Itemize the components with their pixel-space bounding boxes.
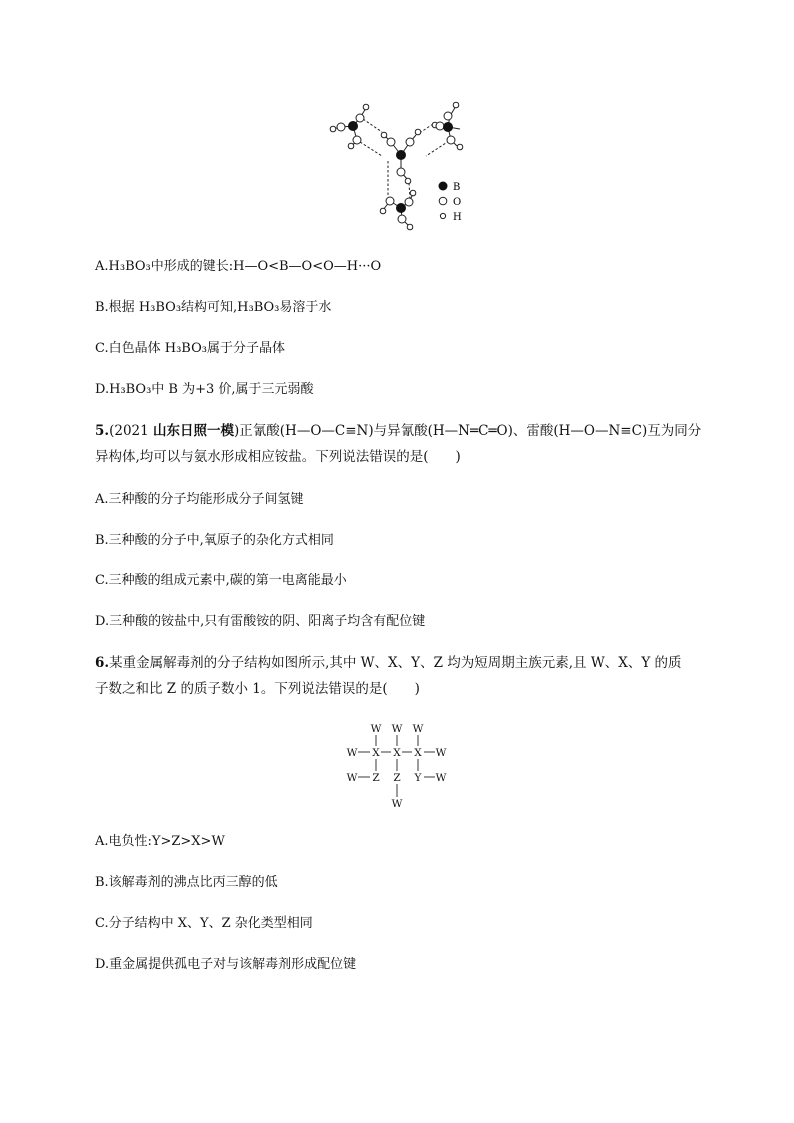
atom-mid-5: W [435,747,447,759]
legend-boron-label: B [453,182,461,193]
q5-stem-line2: 异构体,均可以与氨水形成相应铵盐。下列说法错误的是( ) [95,449,461,465]
atom-top-2: W [391,723,403,735]
atom-lowest: W [391,798,403,810]
q5-number: 5. [95,423,110,439]
atom-mid-2: X [372,747,380,759]
q5-option-a: A.三种酸的分子均能形成分子间氢键 [95,492,304,507]
antidote-structure-diagram [340,718,455,813]
q5-option-b: B.三种酸的分子中,氧原子的杂化方式相同 [95,533,334,548]
q5-option-c: C.三种酸的组成元素中,碳的第一电离能最小 [95,573,347,588]
q4-option-a: A.H₃BO₃中形成的键长:H—O<B—O<O—H···O [95,259,382,274]
atom-mid-1: W [346,747,358,759]
q6-stem [95,650,715,702]
boric-acid-structure-figure [322,98,472,238]
q6-option-a: A.电负性:Y>Z>X>W [95,834,225,849]
q4-option-c: C.白色晶体 H₃BO₃属于分子晶体 [95,341,285,356]
q5-source: 山东日照一模 [153,423,235,439]
q5-stem-line1: )正氰酸(H—O—C≡N)与异氰酸(H—N═C═O)、雷酸(H—O—N≡C)互为同分 [234,423,702,439]
legend-hydrogen-label: H [453,212,462,223]
atom-bot-4: Y [414,772,422,784]
atom-bot-1: W [346,772,358,784]
q5-source-prefix: (2021 [109,423,154,439]
q6-option-c: C.分子结构中 X、Y、Z 杂化类型相同 [95,916,313,931]
atom-bot-5: W [435,772,447,784]
atom-mid-4: X [414,747,422,759]
atom-top-3: W [412,723,424,735]
atom-mid-3: X [393,747,401,759]
atom-bot-2: Z [372,772,380,784]
q6-stem-line2: 子数之和比 Z 的质子数小 1。下列说法错误的是( ) [95,681,420,697]
q6-option-b: B.该解毒剂的沸点比丙三醇的低 [95,875,278,890]
atom-bot-3: Z [393,772,401,784]
legend-oxygen-label: O [453,197,462,208]
q6-stem-line1: 某重金属解毒剂的分子结构如图所示,其中 W、X、Y、Z 均为短周期主族元素,且 W、X、Y 的质 [109,655,682,671]
atom-top-1: W [370,723,382,735]
q6-number: 6. [95,655,110,671]
q5-option-d: D.三种酸的铵盐中,只有雷酸铵的阴、阳离子均含有配位键 [95,614,426,629]
q4-option-d: D.H₃BO₃中 B 为+3 价,属于三元弱酸 [95,382,314,397]
q4-option-b: B.根据 H₃BO₃结构可知,H₃BO₃易溶于水 [95,300,332,315]
q5-stem [95,418,715,470]
q6-option-d: D.重金属提供孤电子对与该解毒剂形成配位键 [95,957,357,972]
